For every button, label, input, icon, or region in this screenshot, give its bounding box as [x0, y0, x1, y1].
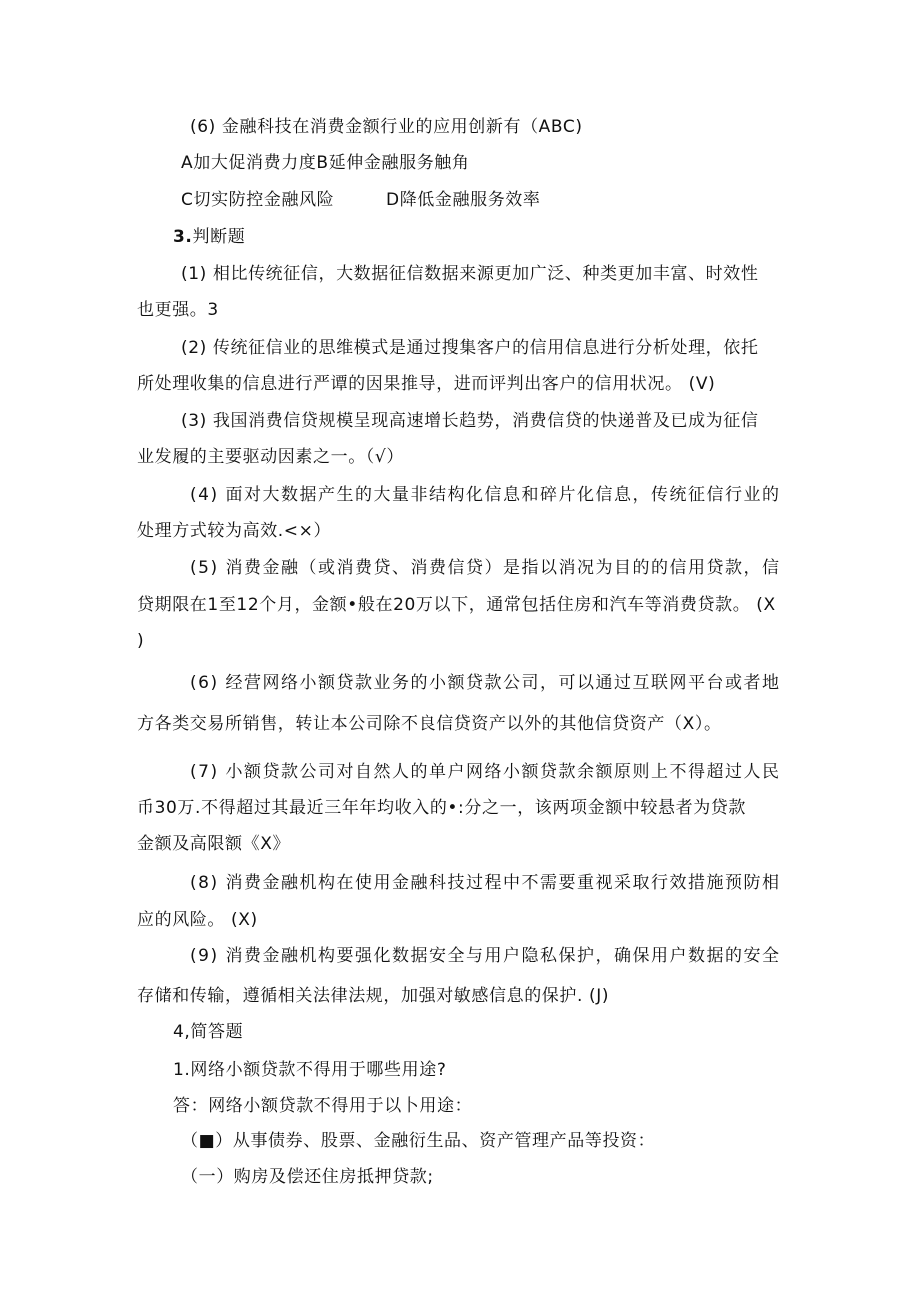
tf-item-4-line-2: 处理方式较为高效.<×） — [137, 521, 332, 541]
short-answer-question-1: 1.网络小额贷款不得用于哪些用途? — [173, 1060, 447, 1080]
section-4-heading: 4,简答题 — [173, 1022, 244, 1042]
tf-item-6-line-1: (6) 经营网络小额贷款业务的小额贷款公司，可以通过互联网平台或者地 — [190, 673, 781, 693]
q6-option-d: D降低金融服务效率 — [386, 190, 541, 210]
short-answer-answer-intro: 答：网络小额贷款不得用于以卜用途： — [173, 1096, 473, 1116]
tf-item-3-line-1: (3) 我国消费信贷规模呈现高速增长趋势，消费信贷的快递普及已成为征信 — [181, 411, 759, 431]
tf-item-4-line-1: (4) 面对大数据产生的大量非结构化信息和碎片化信息，传统征信行业的 — [190, 485, 781, 505]
tf-item-9-line-1: (9) 消费金融机构要强化数据安全与用户隐私保护，确保用户数据的安全 — [190, 946, 781, 966]
q6-stem: (6) 金融科技在消费金额行业的应用创新有（ABC) — [190, 117, 583, 137]
tf-item-2-line-2: 所处理收集的信息进行严谭的因果推导，进而评判出客户的信用状况。 (V) — [137, 374, 716, 394]
tf-item-7-line-2: 币30万.不得超过其最近三年年均收入的•:分之一，该两项金额中较悬者为贷款 — [137, 798, 746, 818]
tf-item-1-line-2: 也更强。3 — [137, 300, 219, 320]
tf-item-5-line-1: (5) 消费金融（或消费贷、消费信贷）是指以消况为目的的信用贷款，信 — [190, 558, 781, 578]
tf-item-3-line-2: 业发履的主要驱动因素之一。（√） — [137, 447, 404, 467]
short-answer-item-1: （■）从事债券、股票、金融衍生品、资产管理产品等投资： — [181, 1131, 656, 1151]
short-answer-item-2: （一）购房及偿还住房抵押贷款; — [181, 1167, 434, 1187]
section-3-title: 判断题 — [192, 227, 246, 247]
tf-item-5-line-2: 贷期限在1至12个月，金额•般在20万以下，通常包括住房和汽车等消费贷款。 (X — [137, 595, 776, 615]
tf-item-8-line-2: 应的风险。 (X) — [137, 910, 258, 930]
section-3-number: 3. — [173, 227, 193, 247]
tf-item-7-line-1: (7) 小额贷款公司对自然人的单户网络小额贷款余额原则上不得超过人民 — [190, 762, 781, 782]
tf-item-9-line-2: 存储和传输，遵循相关法律法规，加强对敏感信息的保护. (J) — [137, 986, 610, 1006]
section-3-heading — [173, 227, 245, 247]
q6-option-ab: A加大促消费力度B延伸金融服务触角 — [181, 153, 470, 173]
tf-item-8-line-1: (8) 消费金融机构在使用金融科技过程中不需要重视采取行效措施预防相 — [190, 873, 781, 893]
tf-item-2-line-1: (2) 传统征信业的思维模式是通过搜集客户的信用信息进行分析处理，依托 — [181, 338, 759, 358]
tf-item-7-line-3: 金额及高限额《X》 — [137, 834, 291, 854]
tf-item-5-line-3: ) — [137, 631, 145, 651]
q6-option-c: C切实防控金融风险 — [181, 190, 335, 210]
tf-item-6-line-2: 方各类交易所销售，转让本公司除不良信贷资产以外的其他信贷资产（X）。 — [137, 714, 722, 734]
tf-item-1-line-1: (1) 相比传统征信，大数据征信数据来源更加广泛、种类更加丰富、时效性 — [181, 264, 759, 284]
